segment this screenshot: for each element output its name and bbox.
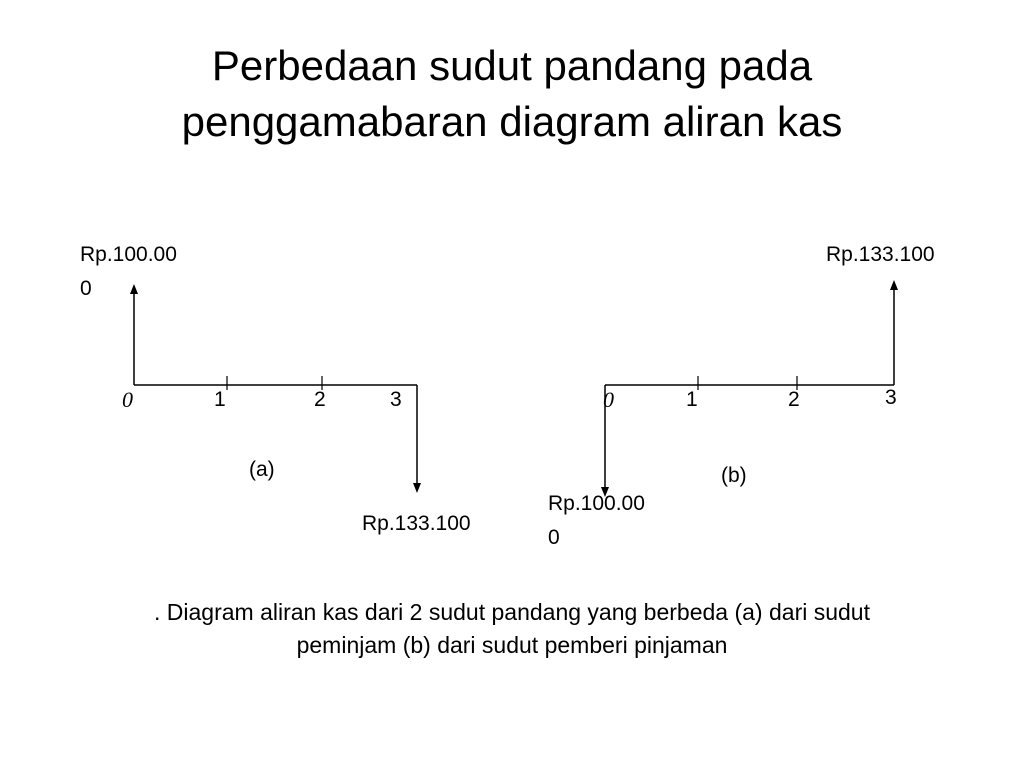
title-line-2: penggamabaran diagram aliran kas	[181, 98, 843, 145]
figure-caption-line-2: peminjam (b) dari sudut pemberi pinjaman	[296, 632, 728, 658]
diagram-b-caption: (b)	[721, 464, 747, 487]
figure-caption-line-1: . Diagram aliran kas dari 2 sudut pandang yang berbeda (a) dari sudut	[154, 599, 870, 625]
diagram-a-period-0: 0	[122, 387, 133, 412]
diagram-a	[134, 289, 417, 488]
diagram-a-payment-label: Rp.133.100	[362, 512, 471, 535]
diagram-b-receipt-label: Rp.133.100	[826, 243, 935, 266]
diagram-a-receipt-line-1: Rp.100.00	[80, 243, 177, 266]
diagram-a-period-1: 1	[214, 388, 226, 411]
diagram-a-receipt-line-2: 0	[80, 277, 92, 300]
diagram-b	[605, 285, 894, 492]
diagram-b-period-1: 1	[686, 388, 698, 411]
diagram-b-payment-label	[548, 487, 645, 555]
diagram-a-receipt-label	[80, 238, 177, 306]
figure-caption	[40, 596, 984, 662]
diagram-b-period-0: 0	[603, 387, 614, 412]
diagram-b-payment-line-1: Rp.100.00	[548, 492, 645, 515]
diagram-a-period-2: 2	[314, 388, 326, 411]
diagram-b-period-3: 3	[885, 386, 897, 409]
diagram-a-period-3: 3	[390, 388, 402, 411]
diagram-b-period-2: 2	[788, 388, 800, 411]
diagram-a-caption: (a)	[249, 458, 275, 481]
title-line-1: Perbedaan sudut pandang pada	[211, 42, 813, 89]
diagram-b-payment-line-2: 0	[548, 526, 560, 549]
